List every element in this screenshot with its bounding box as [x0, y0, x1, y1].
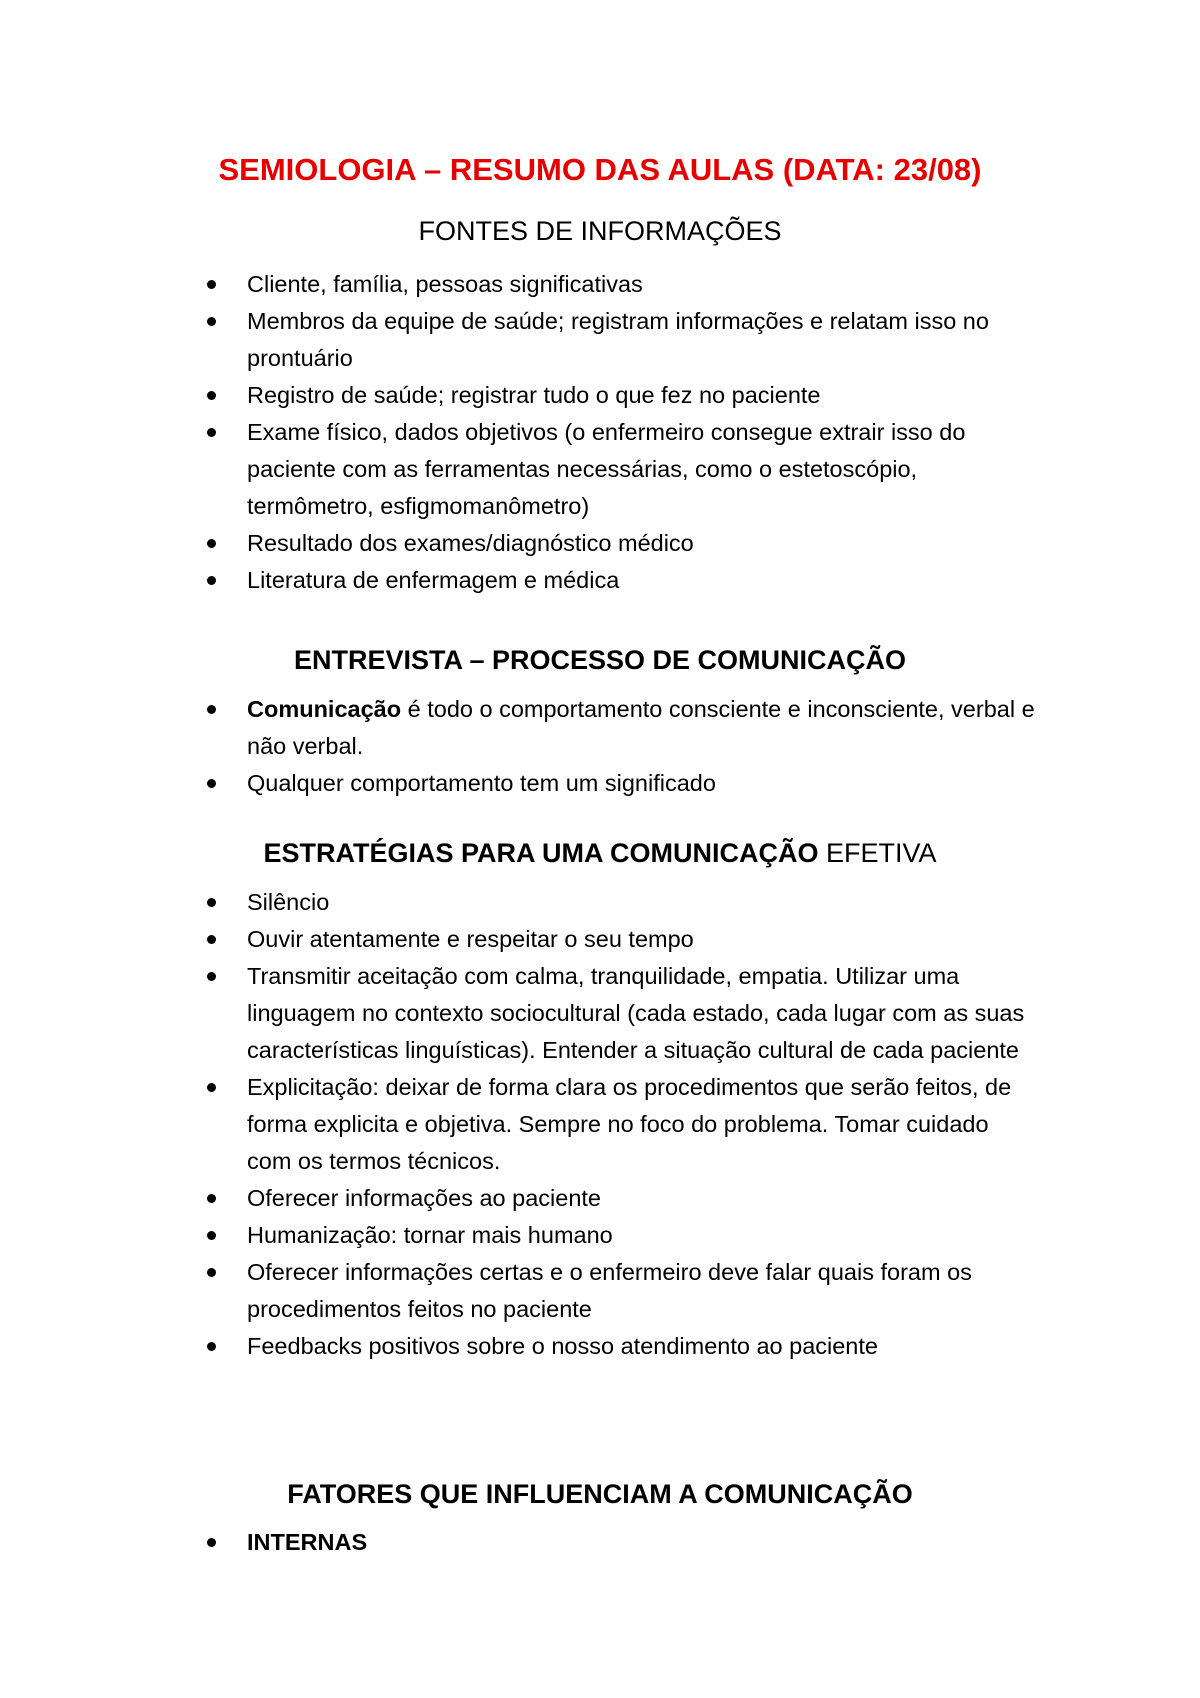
list-item: Explicitação: deixar de forma clara os procedimentos que serão feitos, de forma explicita e objetiva. Sempre no foco do problema. Tomar cuidado com os termos técnicos.	[0, 1069, 1037, 1180]
list-fatores	[0, 1524, 1037, 1561]
list-item: Humanização: tornar mais humano	[0, 1217, 1037, 1254]
list-fontes	[0, 266, 1037, 599]
list-item: Exame físico, dados objetivos (o enfermeiro consegue extrair isso do paciente com as ferramentas necessárias, como o estetoscópio, termômetro, esfigmomanômetro)	[0, 414, 1037, 525]
bullet-icon	[207, 1268, 216, 1277]
list-item: Transmitir aceitação com calma, tranquilidade, empatia. Utilizar uma linguagem no contexto sociocultural (cada estado, cada lugar com as suas características linguísticas). Entender a situação cultural de cada paciente	[0, 958, 1037, 1069]
bold-term: Comunicação	[247, 696, 402, 722]
list-item: Oferecer informações ao paciente	[0, 1180, 1037, 1217]
list-item: Qualquer comportamento tem um significado	[0, 765, 1037, 802]
section-heading-fatores: FATORES QUE INFLUENCIAM A COMUNICAÇÃO	[287, 1479, 913, 1509]
list-item: Oferecer informações certas e o enfermeiro deve falar quais foram os procedimentos feitos no paciente	[0, 1254, 1037, 1328]
bullet-icon	[207, 539, 216, 548]
bullet-icon	[207, 317, 216, 326]
bullet-icon	[207, 935, 216, 944]
list-item: Membros da equipe de saúde; registram informações e relatam isso no prontuário	[0, 303, 1037, 377]
bullet-icon	[207, 705, 216, 714]
bullet-icon	[207, 1538, 216, 1547]
bullet-icon	[207, 280, 216, 289]
section-heading-fontes: FONTES DE INFORMAÇÕES	[418, 216, 782, 246]
list-item: Silêncio	[0, 884, 1037, 921]
bullet-icon	[207, 1231, 216, 1240]
list-estrategias	[0, 884, 1037, 1365]
list-item: INTERNAS	[0, 1524, 1037, 1561]
bullet-icon	[207, 1342, 216, 1351]
bullet-icon	[207, 1083, 216, 1092]
bullet-icon	[207, 428, 216, 437]
bullet-icon	[207, 576, 216, 585]
list-item: Feedbacks positivos sobre o nosso atendimento ao paciente	[0, 1328, 1037, 1365]
list-item: Cliente, família, pessoas significativas	[0, 266, 1037, 303]
list-item: Literatura de enfermagem e médica	[0, 562, 1037, 599]
document-title: SEMIOLOGIA – RESUMO DAS AULAS (DATA: 23/08)	[218, 152, 982, 187]
list-item: Registro de saúde; registrar tudo o que fez no paciente	[0, 377, 1037, 414]
list-item: Ouvir atentamente e respeitar o seu tempo	[0, 921, 1037, 958]
bullet-icon	[207, 779, 216, 788]
bullet-icon	[207, 1194, 216, 1203]
bullet-icon	[207, 391, 216, 400]
bullet-icon	[207, 972, 216, 981]
list-entrevista	[0, 691, 1037, 802]
section-heading-entrevista: ENTREVISTA – PROCESSO DE COMUNICAÇÃO	[293, 645, 907, 675]
section-heading-estrategias: ESTRATÉGIAS PARA UMA COMUNICAÇÃO EFETIVA	[263, 838, 937, 868]
list-item: Comunicação é todo o comportamento consciente e inconsciente, verbal e não verbal.	[0, 691, 1037, 765]
list-item: Resultado dos exames/diagnóstico médico	[0, 525, 1037, 562]
bullet-icon	[207, 898, 216, 907]
